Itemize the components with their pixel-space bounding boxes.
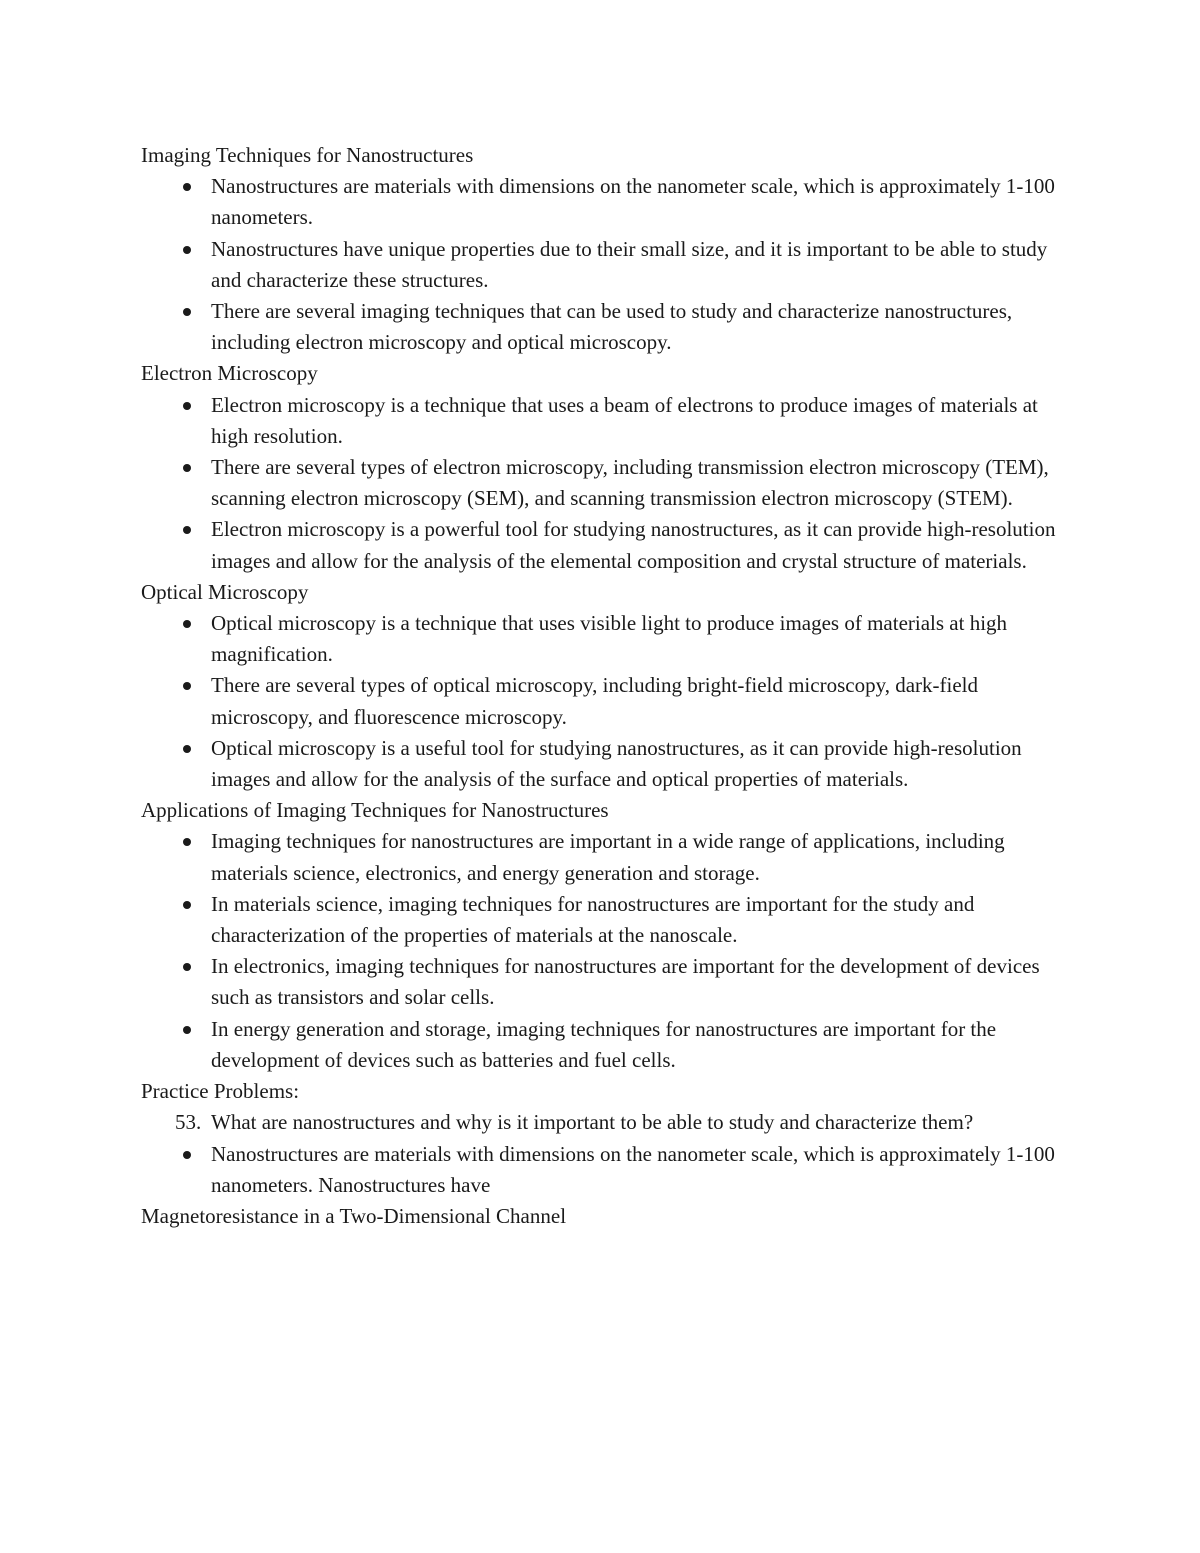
bullet-dot-icon: [183, 183, 191, 191]
bullet-dot-icon: [183, 901, 191, 909]
question-number: 53.: [175, 1110, 202, 1135]
bullet-list: [141, 608, 1071, 795]
bullet-item: [211, 452, 1071, 514]
bullet-item: [211, 171, 1071, 233]
bullet-item: [211, 608, 1071, 670]
practice-heading: Practice Problems:: [141, 1079, 300, 1104]
bullet-dot-icon: [183, 682, 191, 690]
section-heading: Imaging Techniques for Nanostructures: [141, 143, 474, 167]
bullet-dot-icon: [183, 963, 191, 971]
bullet-dot-icon: [183, 526, 191, 534]
bullet-text: Nanostructures have unique properties due to their small size, and it is important to be able to study and characterize these structures.: [211, 236, 1048, 292]
question-text: What are nanostructures and why is it important to be able to study and characterize them?: [211, 1110, 974, 1135]
bullet-text: Electron microscopy is a powerful tool for studying nanostructures, as it can provide high-resolution images and allow for the analysis of the elemental composition and crystal structure of materials.: [211, 517, 1056, 573]
answer-text: Nanostructures are materials with dimensions on the nanometer scale, which is approximately 1-100 nanometers. Nanostructures have: [211, 1141, 1055, 1197]
bullet-text: In materials science, imaging techniques for nanostructures are important for the study and characterization of the properties of materials at the nanoscale.: [211, 891, 975, 948]
bullet-item: [211, 296, 1071, 358]
bullet-dot-icon: [183, 838, 191, 846]
answer-list: [141, 1139, 1071, 1201]
bullet-text: In energy generation and storage, imaging techniques for nanostructures are important for the development of devices such as batteries and fuel cells.: [211, 1016, 997, 1072]
bullet-item: [211, 234, 1071, 296]
bullet-text: Imaging techniques for nanostructures are important in a wide range of applications, including materials science, electronics, and energy generation and storage.: [211, 829, 1005, 885]
bullet-item: [211, 951, 1071, 1013]
bullet-item: [211, 1014, 1071, 1076]
bullet-dot-icon: [183, 620, 191, 628]
bullet-text: Optical microscopy is a useful tool for studying nanostructures, as it can provide high-resolution images and allow for the analysis of the surface and optical properties of materials.: [211, 735, 1022, 792]
bullet-text: Nanostructures are materials with dimensions on the nanometer scale, which is approximately 1-100 nanometers.: [211, 174, 1055, 230]
practice-question: [175, 1107, 1071, 1138]
section-heading: Applications of Imaging Techniques for Nanostructures: [141, 798, 609, 823]
bullet-item: [211, 390, 1071, 452]
bullet-dot-icon: [183, 1026, 191, 1034]
answer-item: [211, 1139, 1071, 1201]
bullet-item: [211, 826, 1071, 888]
bullet-dot-icon: [183, 745, 191, 753]
bullet-item: [211, 670, 1071, 732]
bullet-text: Electron microscopy is a technique that uses a beam of electrons to produce images of materials at high resolution.: [211, 392, 1038, 448]
bullet-dot-icon: [183, 1151, 191, 1159]
section-heading: Optical Microscopy: [141, 579, 309, 604]
bullet-text: There are several types of electron microscopy, including transmission electron microscopy (TEM), scanning electron microscopy (SEM), and scanning transmission electron microscopy (STEM).: [211, 455, 1049, 511]
bullet-text: There are several imaging techniques that can be used to study and characterize nanostructures, including electron microscopy and optical microscopy.: [211, 299, 1013, 355]
document-page: [141, 140, 1071, 1232]
section-heading: Electron Microscopy: [141, 361, 318, 386]
bullet-item: [211, 733, 1071, 795]
bullet-dot-icon: [183, 464, 191, 472]
bullet-item: [211, 514, 1071, 576]
bullet-text: In electronics, imaging techniques for nanostructures are important for the development of devices such as transistors and solar cells.: [211, 954, 1040, 1010]
bullet-dot-icon: [183, 246, 191, 254]
bullet-text: Optical microscopy is a technique that uses visible light to produce images of materials at high magnification.: [211, 611, 1008, 667]
bullet-list: [141, 826, 1071, 1076]
bullet-dot-icon: [183, 308, 191, 316]
section-heading: Magnetoresistance in a Two-Dimensional Channel: [141, 1203, 567, 1228]
bullet-list: [141, 390, 1071, 577]
bullet-dot-icon: [183, 402, 191, 410]
practice-list: [141, 1107, 1071, 1138]
bullet-list: [141, 171, 1071, 358]
bullet-item: [211, 889, 1071, 951]
bullet-text: There are several types of optical microscopy, including bright-field microscopy, dark-field microscopy, and fluorescence microscopy.: [211, 673, 979, 729]
